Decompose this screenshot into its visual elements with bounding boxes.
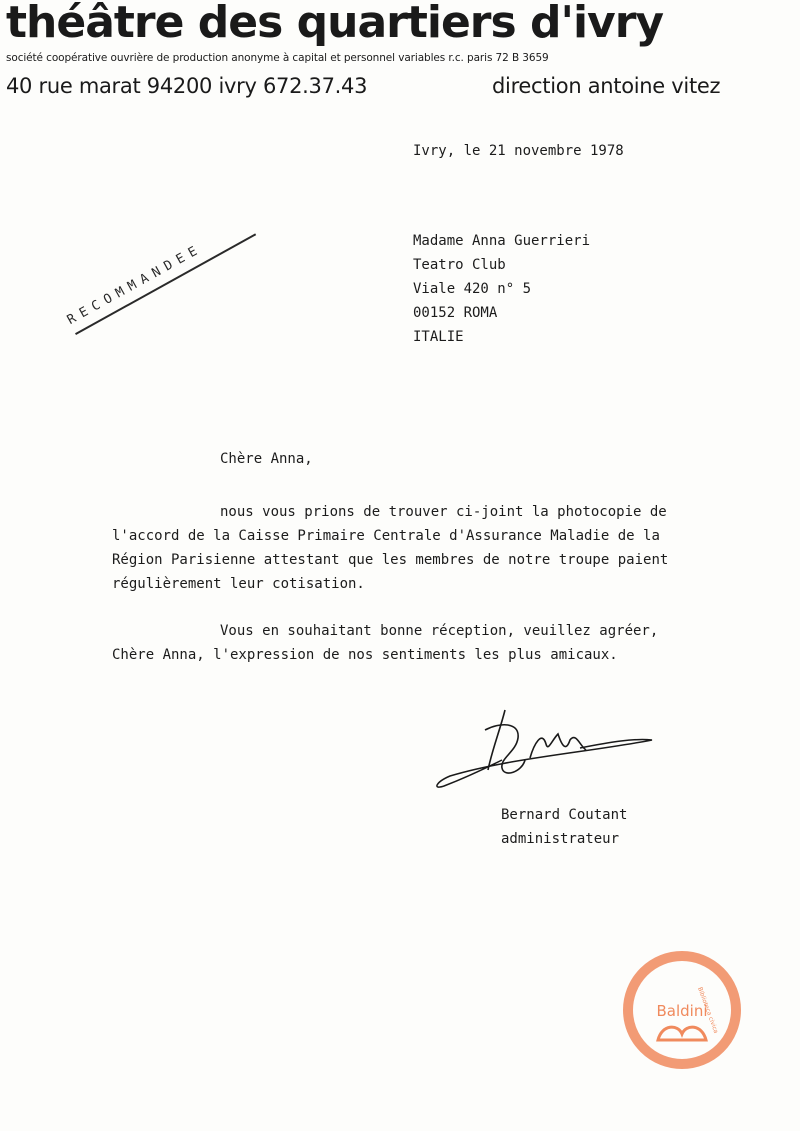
letterhead-title: théâtre des quartiers d'ivry [6, 0, 664, 48]
letterhead-address: 40 rue marat 94200 ivry 672.37.43 [6, 74, 368, 98]
signer-block [501, 803, 627, 851]
recipient-line: Teatro Club [413, 257, 506, 273]
body-paragraph-2 [112, 619, 772, 667]
recipient-line: Viale 420 n° 5 [413, 281, 532, 297]
signature-flourish [437, 739, 652, 787]
salutation: Chère Anna, [220, 451, 313, 467]
recipient-line: ITALIE [413, 329, 464, 345]
stamp-underline [75, 233, 256, 335]
seal-name: Baldini [656, 1002, 708, 1020]
letterhead-subtitle: société coopérative ouvrière de production anonyme à capital et personnel variables r.c. paris 72 B 3659 [6, 52, 549, 64]
registered-stamp-text: RECOMMANDEE [64, 241, 206, 329]
handwritten-signature [430, 700, 660, 800]
body-line: l'accord de la Caisse Primaire Centrale d'Assurance Maladie de la [112, 528, 660, 544]
letterhead-direction: direction antoine vitez [492, 74, 721, 98]
registered-stamp [64, 241, 286, 335]
signer-name: Bernard Coutant [501, 807, 628, 823]
signature-stroke [488, 710, 505, 770]
recipient-line: Madame Anna Guerrieri [413, 233, 591, 249]
body-line: Vous en souhaitant bonne réception, veuillez agréer, [220, 623, 659, 639]
body-line: Chère Anna, l'expression de nos sentiments les plus amicaux. [112, 647, 618, 663]
seal-top-text: Biblioteca civica [696, 986, 720, 1035]
signer-role: administrateur [501, 831, 620, 847]
body-paragraph-1 [112, 500, 772, 596]
book-icon [658, 1027, 706, 1040]
body-line: régulièrement leur cotisation. [112, 576, 365, 592]
letterhead [0, 0, 800, 110]
body-line: Région Parisienne attestant que les membres de notre troupe paient [112, 552, 669, 568]
library-seal [622, 950, 742, 1070]
recipient-address [413, 229, 590, 349]
letter-date: Ivry, le 21 novembre 1978 [413, 143, 624, 159]
body-line: nous vous prions de trouver ci-joint la photocopie de [220, 504, 667, 520]
recipient-line: 00152 ROMA [413, 305, 498, 321]
